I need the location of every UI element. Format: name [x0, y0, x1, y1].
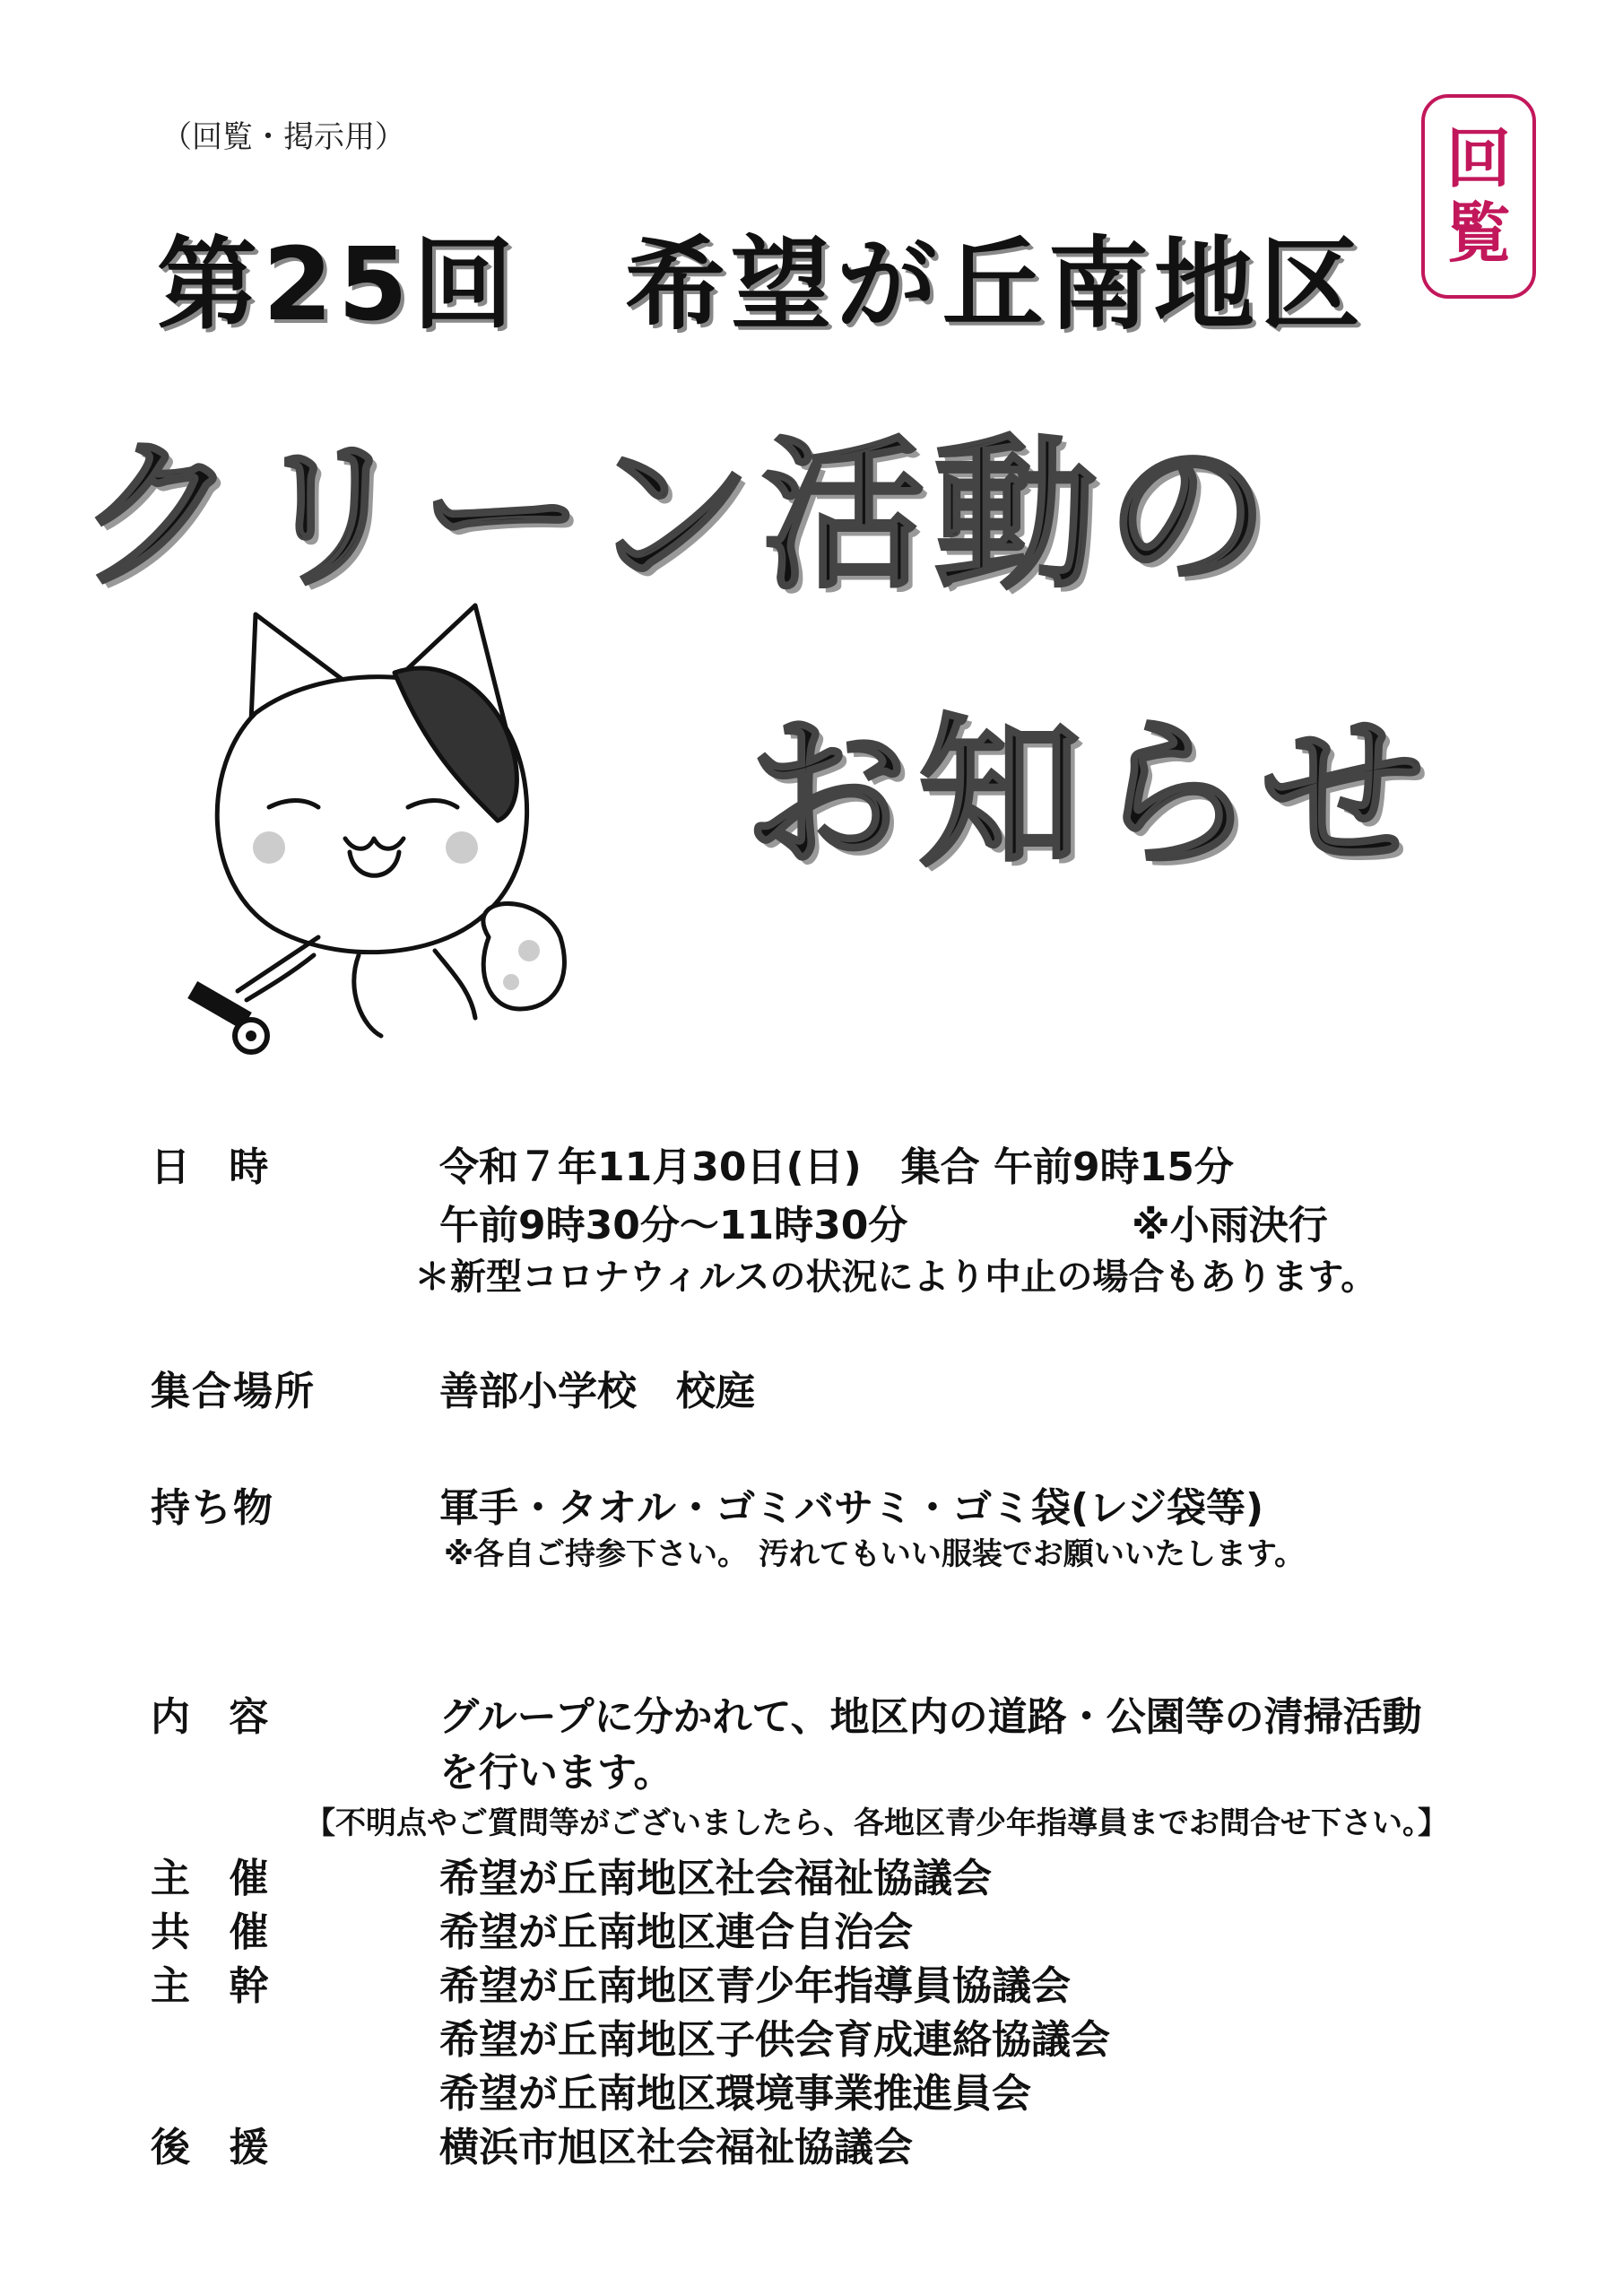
circulation-stamp: [1421, 94, 1536, 299]
items-value: 軍手・タオル・ゴミバサミ・ゴミ袋(レジ袋等): [439, 1485, 1264, 1531]
stamp-char-1: 回: [1445, 121, 1511, 197]
organizer-label-host: 主 催: [151, 1856, 282, 1901]
event-title-edition: 第25回 希望が丘南地区: [157, 227, 1366, 344]
organizer-support: 横浜市旭区社会福祉協議会: [439, 2125, 913, 2170]
datetime-label: 日 時: [151, 1144, 282, 1190]
content-label: 内 容: [151, 1694, 282, 1740]
datetime-date-assembly: 令和７年11月30日(日) 集合 午前9時15分: [439, 1144, 1234, 1190]
organizer-host: 希望が丘南地区社会福祉協議会: [439, 1856, 992, 1901]
covid-note: ＊新型コロナウィルスの状況により中止の場合もあります。: [414, 1257, 1377, 1298]
datetime-time-range: 午前9時30分～11時30分: [439, 1203, 908, 1248]
organizer-label-cohost: 共 催: [151, 1909, 282, 1955]
organizer-lead-3: 希望が丘南地区環境事業推進員会: [439, 2071, 1031, 2117]
organizer-lead-2: 希望が丘南地区子供会育成連絡協議会: [439, 2017, 1110, 2063]
cat-cleaning-illustration: [166, 596, 587, 1063]
items-label: 持ち物: [151, 1485, 274, 1531]
event-title-main: クリーン活動の: [76, 421, 1279, 611]
event-title-notice: お知らせ: [744, 699, 1436, 889]
inquiry-note: 【不明点やご質問等がございましたら、各地区青少年指導員までお問合せ下さい。】: [305, 1805, 1448, 1841]
content-line1: グループに分かれて、地区内の道路・公園等の清掃活動: [439, 1694, 1422, 1740]
place-label: 集合場所: [151, 1369, 316, 1414]
usage-note: （回覧・掲示用）: [161, 119, 405, 155]
rain-note: ※小雨決行: [1132, 1203, 1328, 1248]
organizer-label-lead: 主 幹: [151, 1963, 282, 2009]
organizer-lead-1: 希望が丘南地区青少年指導員協議会: [439, 1963, 1071, 2009]
place-value: 善部小学校 校庭: [439, 1369, 755, 1414]
content-line2: を行います。: [439, 1750, 673, 1796]
organizer-label-support: 後 援: [151, 2125, 282, 2170]
items-note: ※各自ご持参下さい。 汚れてもいい服装でお願いいたします。: [444, 1536, 1306, 1572]
organizer-cohost: 希望が丘南地区連合自治会: [439, 1909, 913, 1955]
stamp-char-2: 覧: [1445, 196, 1511, 271]
